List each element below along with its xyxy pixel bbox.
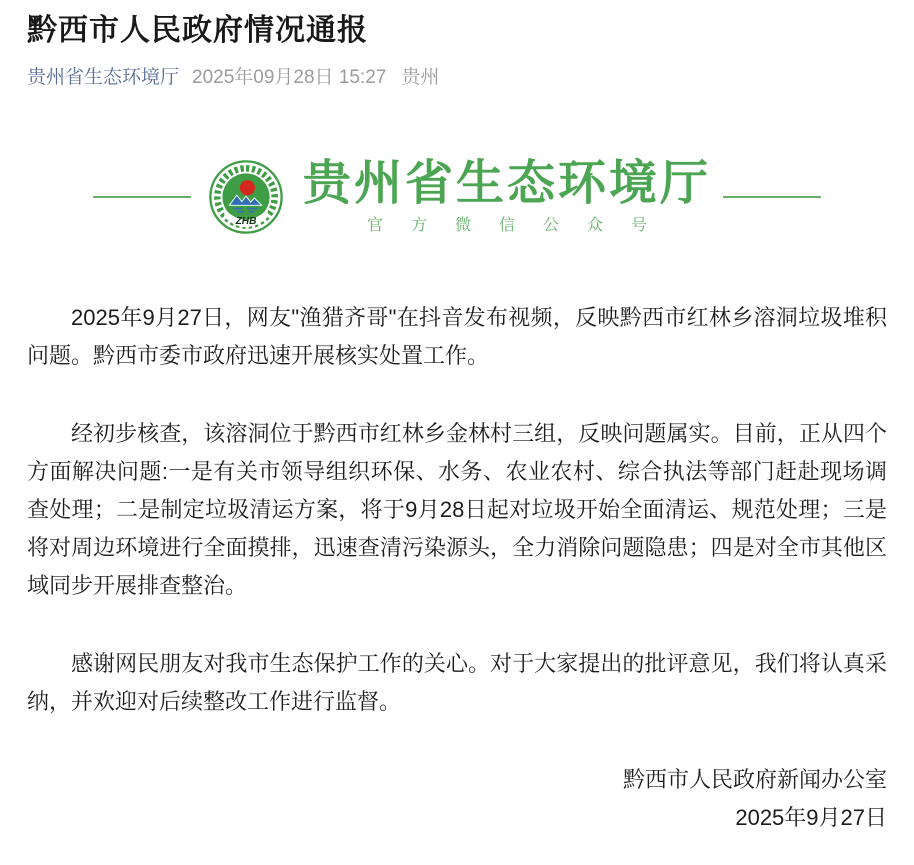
article-title: 黔西市人民政府情况通报: [27, 14, 368, 47]
banner-right-rule: [723, 196, 821, 198]
banner-org-name: 贵州省生态环境厅: [302, 157, 711, 210]
article-body: [27, 299, 887, 837]
account-name-link[interactable]: 贵州省生态环境厅: [27, 67, 180, 88]
signature-block: [27, 761, 887, 837]
paragraph-1: 2025年9月27日，网友"渔猎齐哥"在抖音发布视频，反映黔西市红林乡溶洞垃圾堆积问题。黔西市委市政府迅速开展核实处置工作。: [27, 305, 887, 368]
paragraph-3: 感谢网民朋友对我市生态保护工作的关心。对于大家提出的批评意见，我们将认真采纳，并欢迎对后续整改工作进行监督。: [27, 651, 887, 714]
publish-date: 2025年09月28日 15:27: [192, 67, 387, 88]
emblem-zhb-text: ZHB: [235, 215, 257, 227]
signature-author: 黔西市人民政府新闻办公室: [622, 767, 887, 792]
zhb-emblem-logo: [209, 160, 283, 234]
banner-left-rule: [93, 196, 191, 198]
signature-date: 2025年9月27日: [735, 805, 887, 830]
byline: [27, 65, 887, 91]
banner-image[interactable]: [27, 157, 887, 237]
publish-location: 贵州: [401, 67, 440, 88]
banner-subtitle: 官方微信公众号: [366, 217, 675, 234]
paragraph-2: 经初步核查，该溶洞位于黔西市红林乡金林村三组，反映问题属实。目前，正从四个方面解决问题:一是有关市领导组织环保、水务、农业农村、综合执法等部门赶赴现场调查处理；二是制定垃圾清运方案，将于9月28日起对垃圾开始全面清运、规范处理；三是将对周边环境进行全面摸排，迅速查清污染源头，全力消除问题隐患；四是对全市其他区域同步开展排查整治。: [27, 421, 887, 598]
banner-text: [302, 157, 711, 234]
